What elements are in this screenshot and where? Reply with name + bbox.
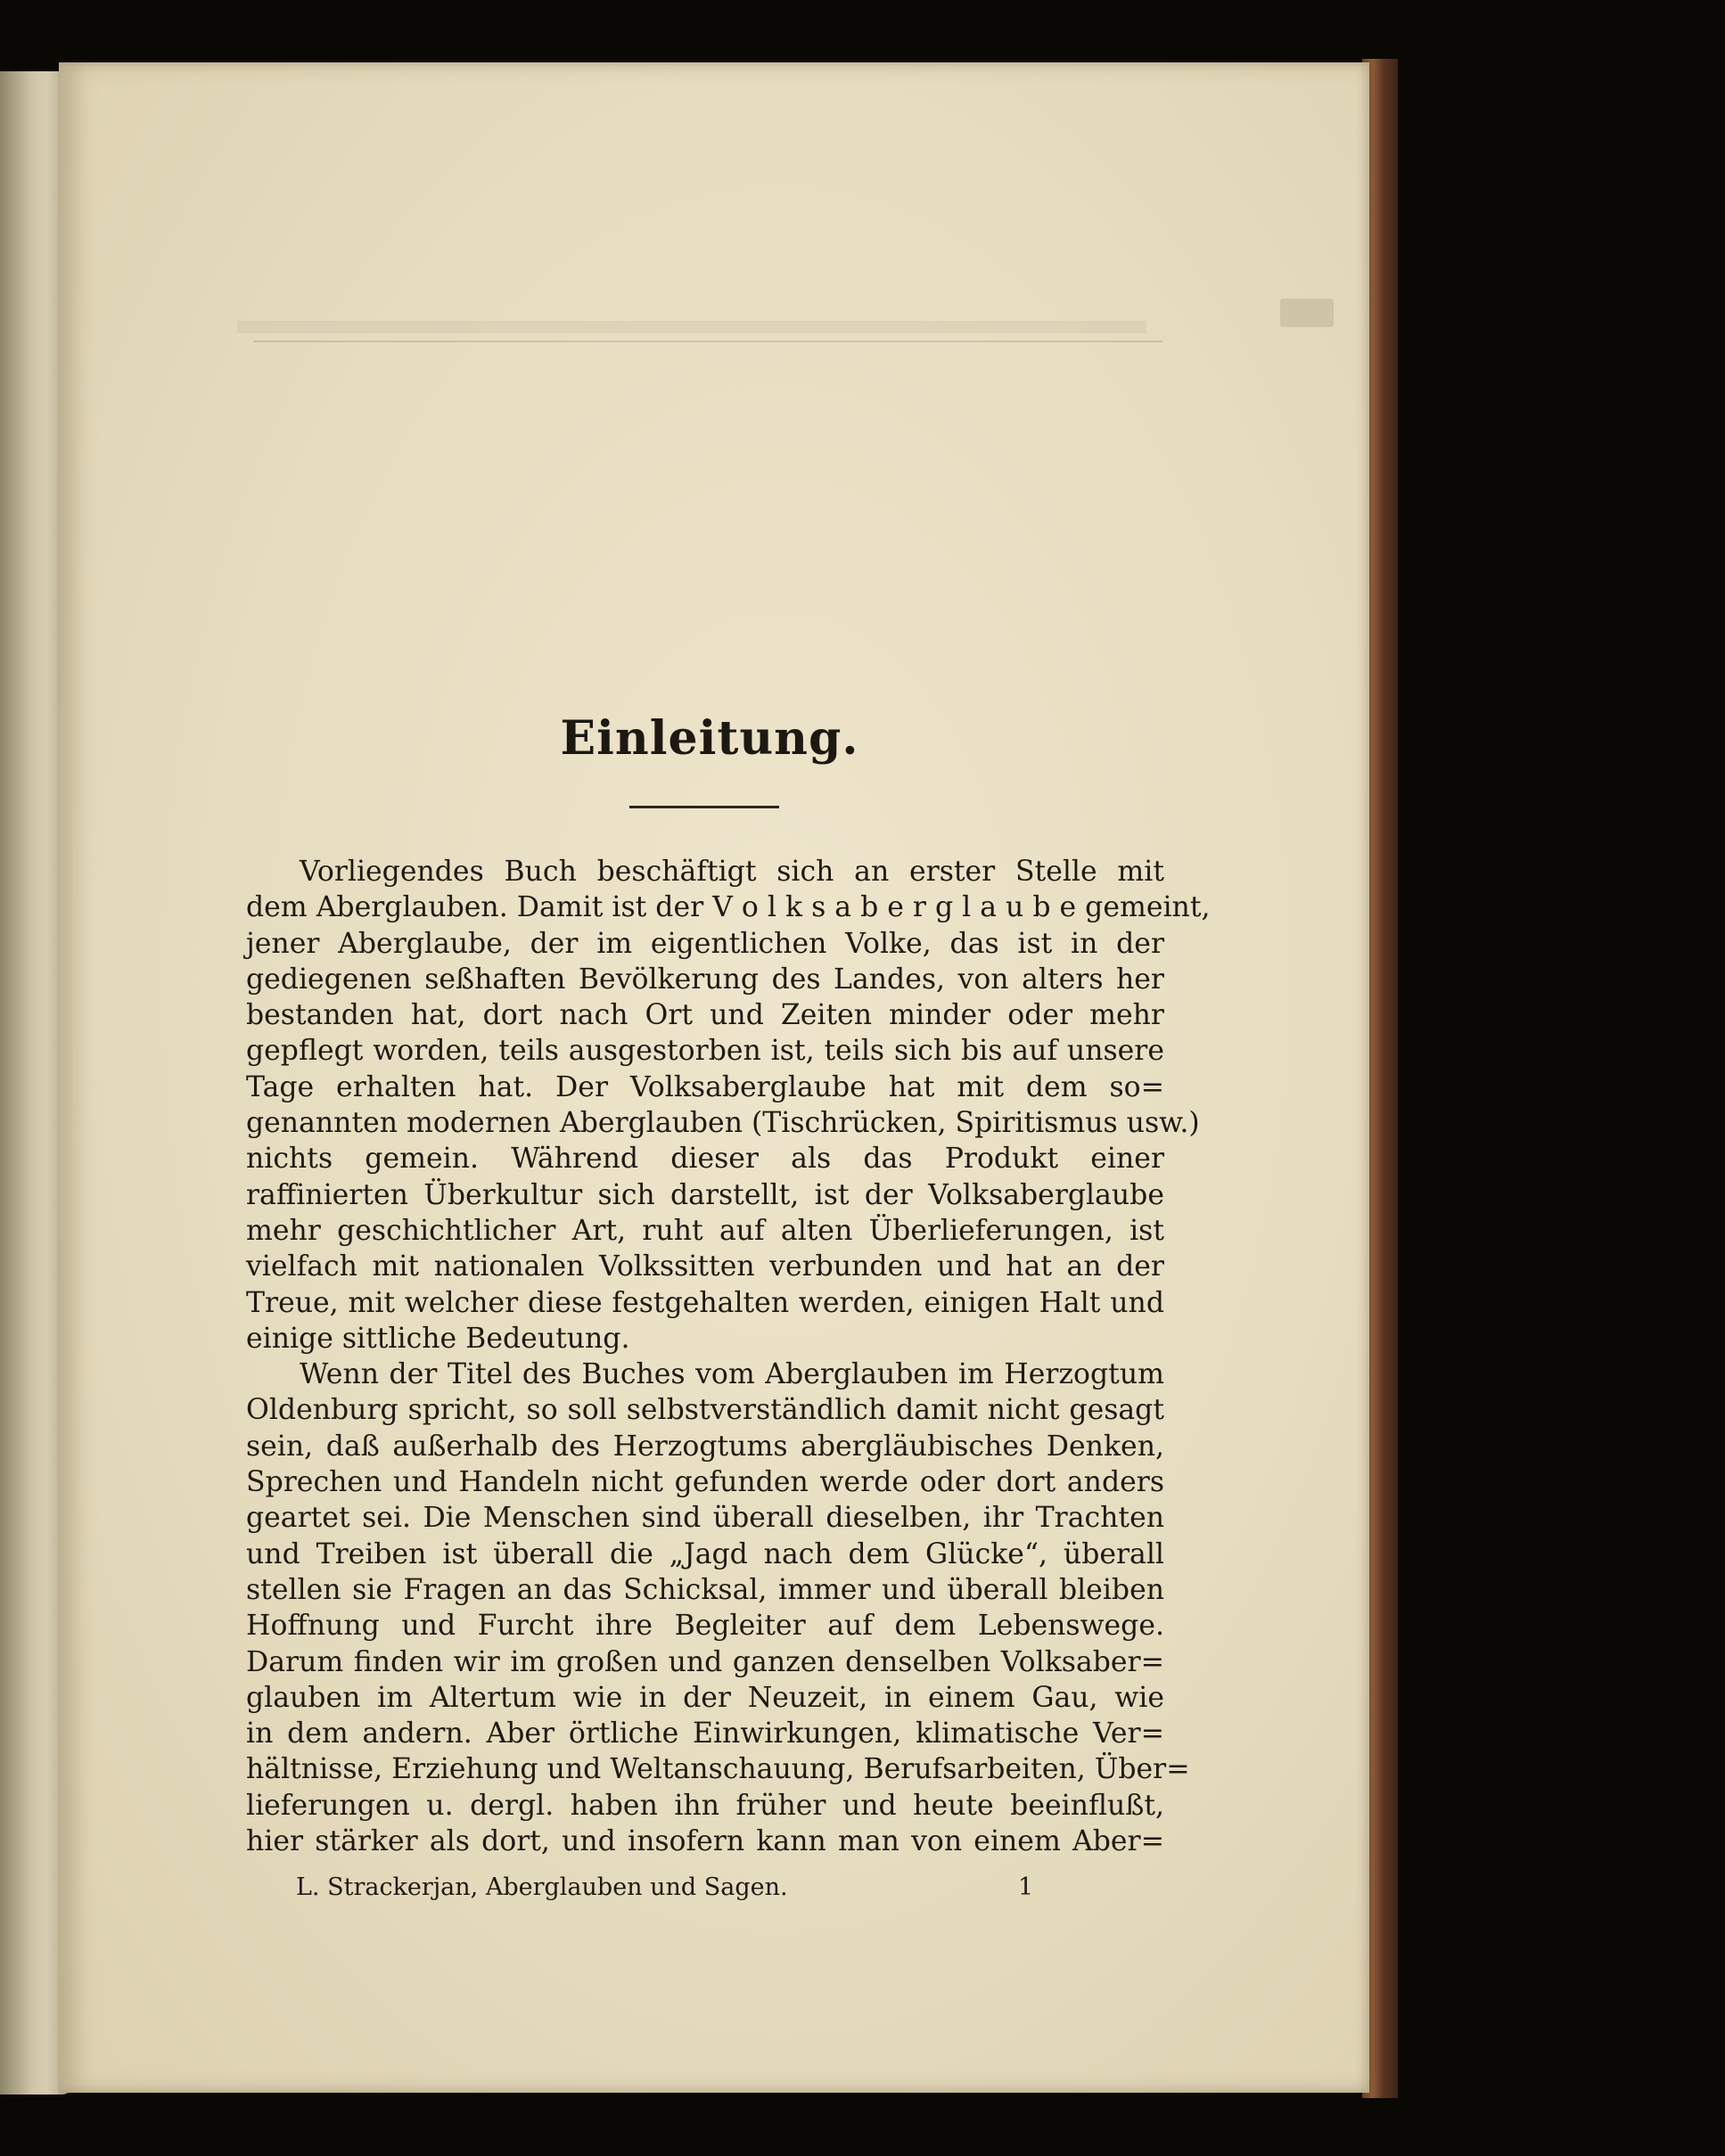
text-line: jener Aberglaube, der im eigentlichen Volke, das ist in der <box>246 927 1164 960</box>
title-rule <box>629 806 779 808</box>
bleed-through-mark <box>237 321 1146 333</box>
text-line: sein, daß außerhalb des Herzogtums abergläubisches Denken, <box>246 1430 1164 1463</box>
book-page <box>59 62 1369 2093</box>
text-line: lieferungen u. dergl. haben ihn früher und heute beeinflußt, <box>246 1789 1164 1822</box>
text-line: einige sittliche Bedeutung. <box>246 1322 630 1355</box>
text-line: hältnisse, Erziehung und Weltanschauung, Berufsarbeiten, Über= <box>246 1753 1190 1786</box>
paragraph <box>246 854 1211 1357</box>
text-line: vielfach mit nationalen Volkssitten verbunden und hat an der <box>246 1250 1164 1283</box>
text-line: bestanden hat, dort nach Ort und Zeiten minder oder mehr <box>246 999 1164 1032</box>
paragraph <box>246 1357 1190 1859</box>
text-line: glauben im Altertum wie in der Neuzeit, in einem Gau, wie <box>246 1681 1164 1714</box>
text-line: Hoffnung und Furcht ihre Begleiter auf dem Lebenswege. <box>246 1610 1164 1643</box>
text-line: Tage erhalten hat. Der Volksaberglaube hat mit dem so= <box>246 1070 1164 1103</box>
text-line: raffinierten Überkultur sich darstellt, ist der Volksaberglaube <box>246 1178 1164 1211</box>
text-line: mehr geschichtlicher Art, ruht auf alten Überlieferungen, ist <box>246 1214 1164 1247</box>
text-line: hier stärker als dort, und insofern kann man von einem Aber= <box>246 1825 1164 1858</box>
text-line: stellen sie Fragen an das Schicksal, immer und überall bleiben <box>246 1573 1164 1606</box>
text-line: gediegenen seßhaften Bevölkerung des Landes, von alters her <box>246 963 1164 996</box>
text-line: geartet sei. Die Menschen sind überall dieselben, ihr Trachten <box>246 1502 1164 1535</box>
text-line: gepflegt worden, teils ausgestorben ist, teils sich bis auf unsere <box>246 1035 1164 1068</box>
text-line: Sprechen und Handeln nicht gefunden werde oder dort anders <box>246 1466 1164 1499</box>
text-line: Wenn der Titel des Buches vom Aberglauben im Herzogtum <box>300 1358 1164 1391</box>
text-line: in dem andern. Aber örtliche Einwirkungen, klimatische Ver= <box>246 1717 1164 1750</box>
sheet-number: 1 <box>1018 1873 1034 1901</box>
text-line: Darum finden wir im großen und ganzen denselben Volksaber= <box>246 1645 1164 1678</box>
text-line: dem Aberglauben. Damit ist der V o l k s a b e r g l a u b e gemeint, <box>246 891 1211 924</box>
signature-line: L. Strackerjan, Aberglauben und Sagen. <box>296 1873 788 1901</box>
text-line: genannten modernen Aberglauben (Tischrücken, Spiritismus usw.) <box>246 1107 1200 1140</box>
text-line: und Treiben ist überall die „Jagd nach dem Glücke“, überall <box>246 1537 1164 1570</box>
bleed-through-page-number <box>1280 299 1334 327</box>
text-line: Oldenburg spricht, so soll selbstverständlich damit nicht gesagt <box>246 1394 1164 1427</box>
bleed-through-rule <box>253 340 1162 342</box>
chapter-title: Einleitung. <box>560 711 859 766</box>
text-line: Vorliegendes Buch beschäftigt sich an erster Stelle mit <box>300 856 1164 888</box>
text-line: Treue, mit welcher diese festgehalten werden, einigen Halt und <box>246 1286 1164 1319</box>
body-text <box>246 854 1211 1859</box>
text-line: nichts gemein. Während dieser als das Produkt einer <box>246 1143 1164 1176</box>
